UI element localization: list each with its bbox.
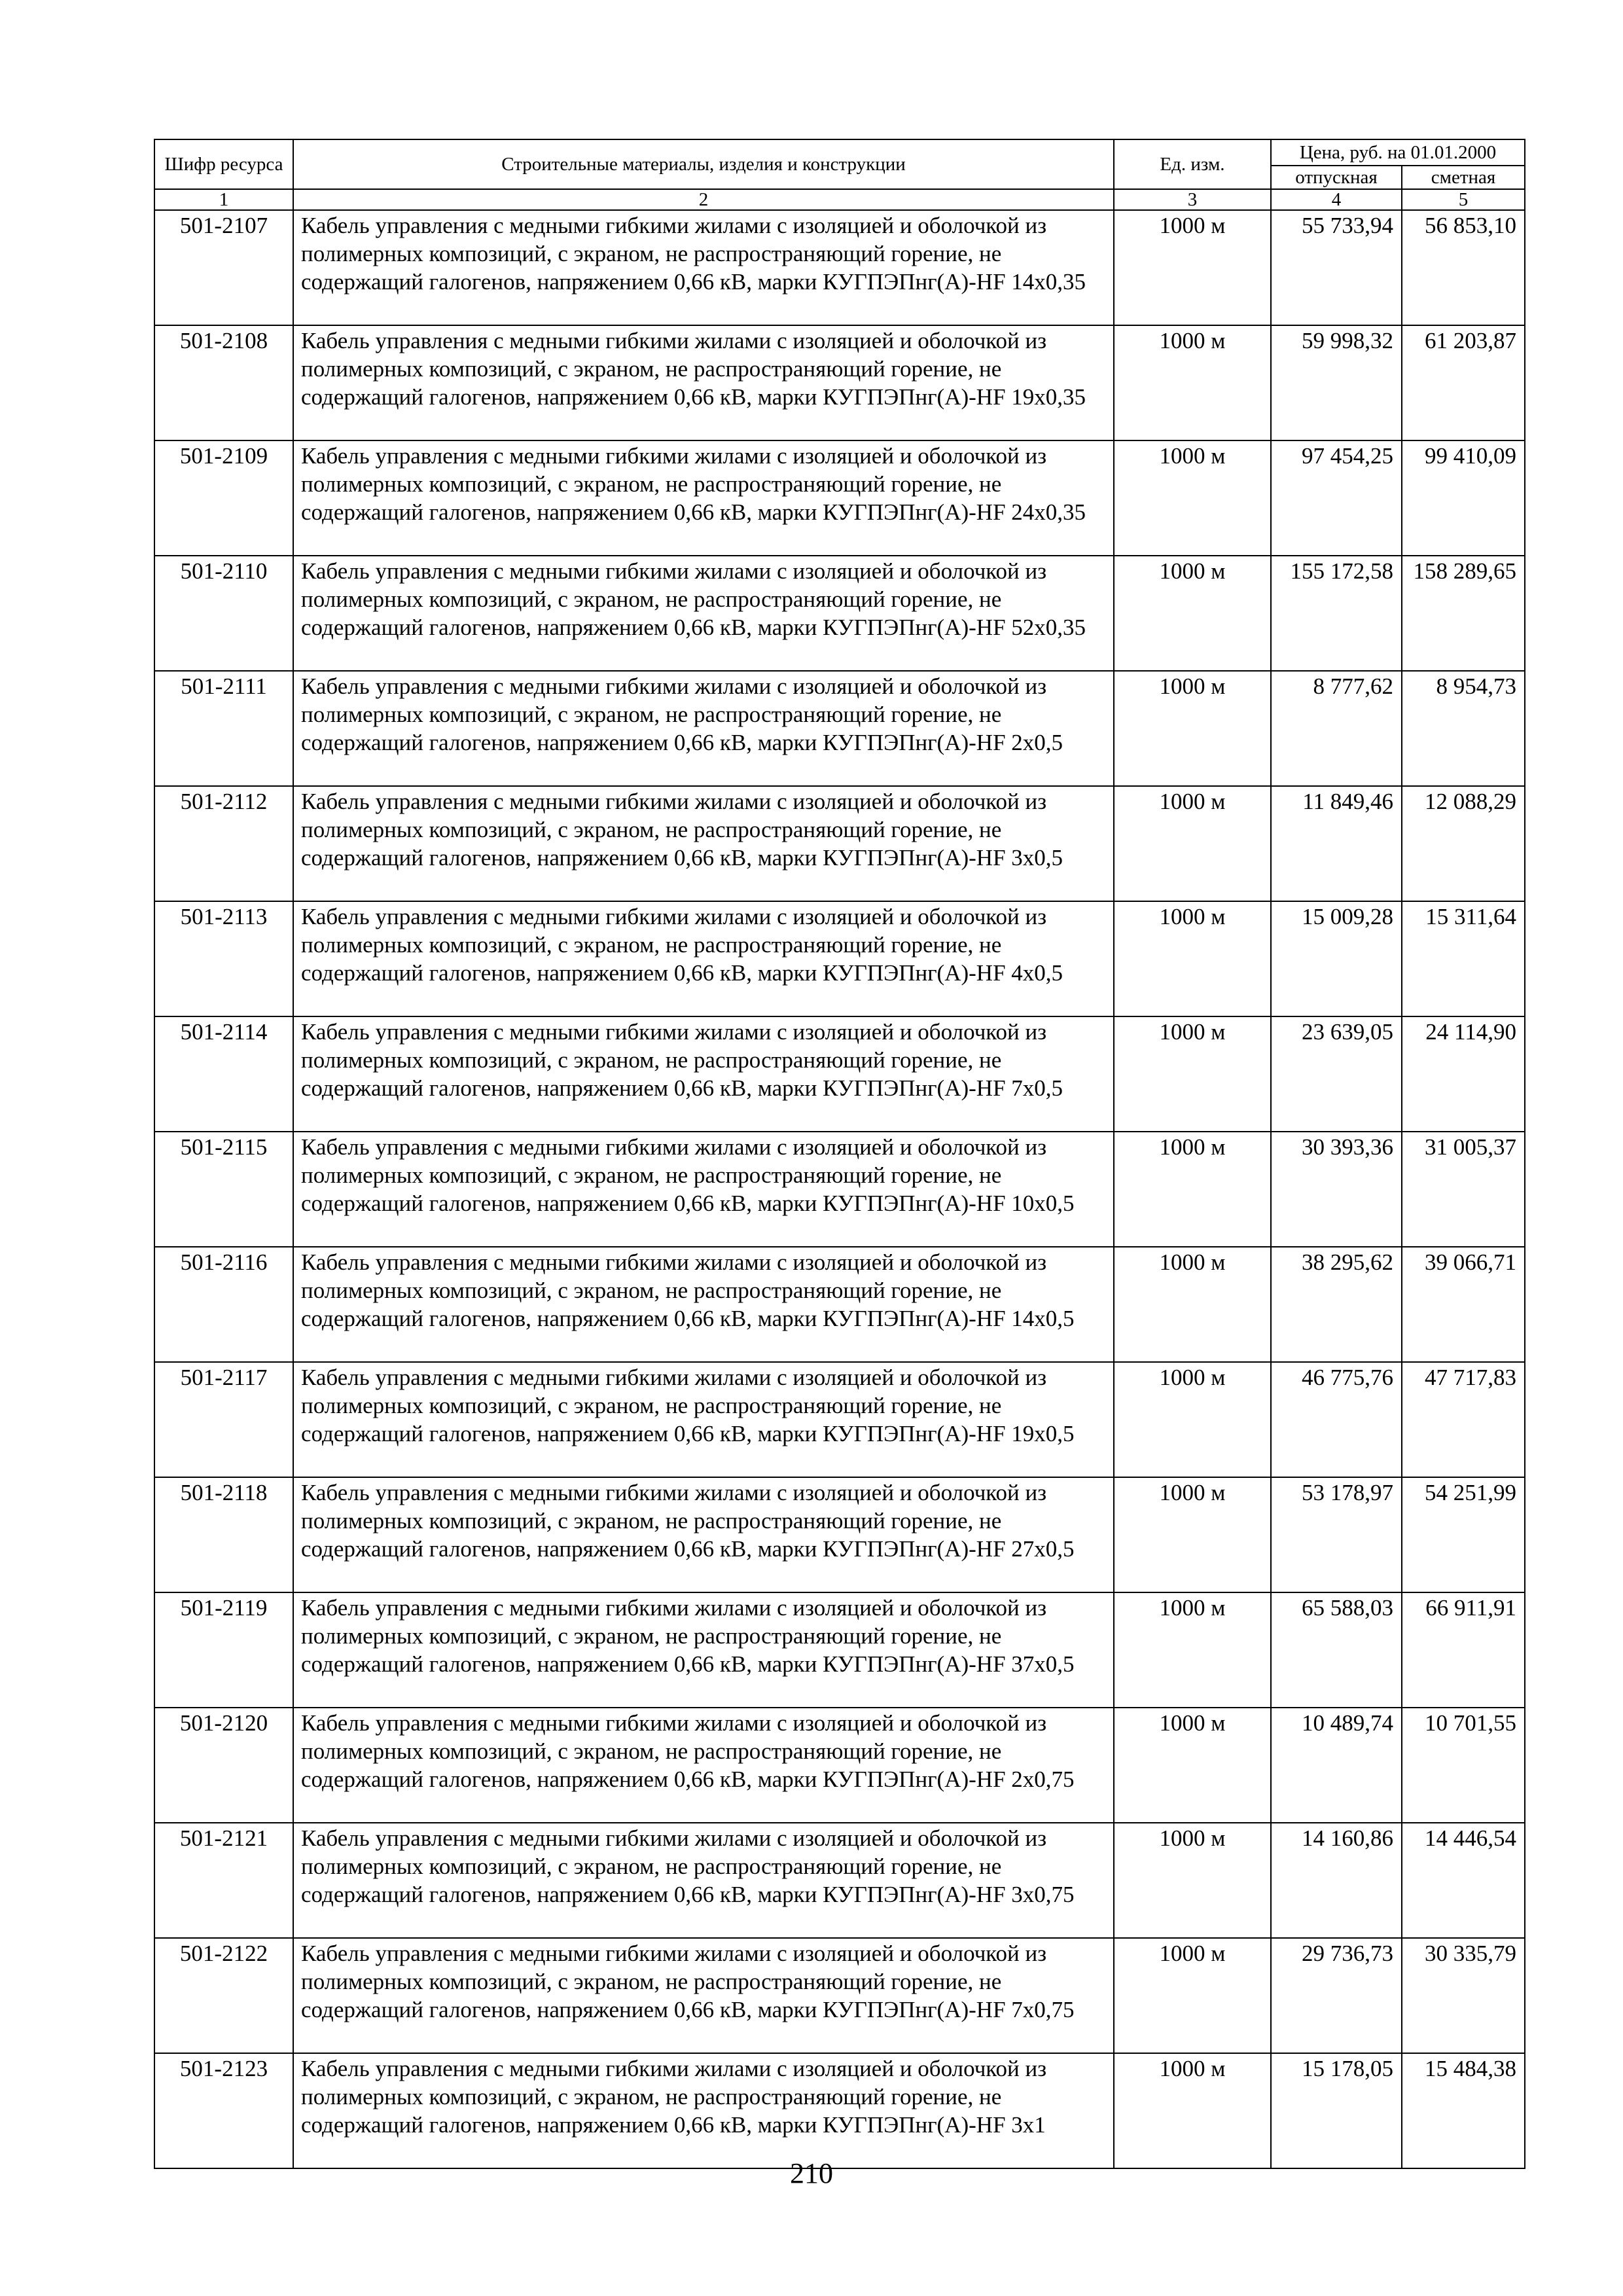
resource-code-cell: 501-2108: [154, 325, 293, 440]
release-price-cell: 8 777,62: [1271, 671, 1402, 786]
resource-code-cell: 501-2115: [154, 1132, 293, 1247]
estimate-price-cell: 14 446,54: [1402, 1823, 1525, 1938]
estimate-price-cell: 47 717,83: [1402, 1362, 1525, 1477]
description-cell: Кабель управления с медными гибкими жилами с изоляцией и оболочкой из полимерных композиций, с экраном, не распространяющий горение, не содержащий галогенов, напряжением 0,66 кВ, марки КУГПЭПнг(А)-HF 27х0,5: [293, 1477, 1114, 1592]
unit-cell: 1000 м: [1114, 1938, 1271, 2053]
table-row: [154, 901, 1525, 1016]
resource-code-cell: 501-2109: [154, 440, 293, 556]
release-price-cell: 29 736,73: [1271, 1938, 1402, 2053]
table-row: [154, 556, 1525, 671]
table-row: [154, 1016, 1525, 1132]
description-cell: Кабель управления с медными гибкими жилами с изоляцией и оболочкой из полимерных композиций, с экраном, не распространяющий горение, не содержащий галогенов, напряжением 0,66 кВ, марки КУГПЭПнг(А)-HF 2х0,75: [293, 1708, 1114, 1823]
estimate-price-cell: 30 335,79: [1402, 1938, 1525, 2053]
estimate-price-cell: 31 005,37: [1402, 1132, 1525, 1247]
description-cell: Кабель управления с медными гибкими жилами с изоляцией и оболочкой из полимерных композиций, с экраном, не распространяющий горение, не содержащий галогенов, напряжением 0,66 кВ, марки КУГПЭПнг(А)-HF 19х0,35: [293, 325, 1114, 440]
release-price-cell: 97 454,25: [1271, 440, 1402, 556]
unit-cell: 1000 м: [1114, 1132, 1271, 1247]
estimate-price-cell: 15 484,38: [1402, 2053, 1525, 2168]
resource-code-cell: 501-2123: [154, 2053, 293, 2168]
release-price-cell: 59 998,32: [1271, 325, 1402, 440]
description-cell: Кабель управления с медными гибкими жилами с изоляцией и оболочкой из полимерных композиций, с экраном, не распространяющий горение, не содержащий галогенов, напряжением 0,66 кВ, марки КУГПЭПнг(А)-HF 37х0,5: [293, 1592, 1114, 1708]
header-name: Строительные материалы, изделия и конструкции: [293, 139, 1114, 189]
unit-cell: 1000 м: [1114, 1477, 1271, 1592]
header-unit: Ед. изм.: [1114, 139, 1271, 189]
release-price-cell: 10 489,74: [1271, 1708, 1402, 1823]
release-price-cell: 11 849,46: [1271, 786, 1402, 901]
resource-code-cell: 501-2107: [154, 210, 293, 325]
unit-cell: 1000 м: [1114, 210, 1271, 325]
unit-cell: 1000 м: [1114, 325, 1271, 440]
estimate-price-cell: 10 701,55: [1402, 1708, 1525, 1823]
release-price-cell: 55 733,94: [1271, 210, 1402, 325]
release-price-cell: 65 588,03: [1271, 1592, 1402, 1708]
description-cell: Кабель управления с медными гибкими жилами с изоляцией и оболочкой из полимерных композиций, с экраном, не распространяющий горение, не содержащий галогенов, напряжением 0,66 кВ, марки КУГПЭПнг(А)-HF 7х0,5: [293, 1016, 1114, 1132]
unit-cell: 1000 м: [1114, 440, 1271, 556]
estimate-price-cell: 24 114,90: [1402, 1016, 1525, 1132]
resource-code-cell: 501-2112: [154, 786, 293, 901]
resource-code-cell: 501-2111: [154, 671, 293, 786]
price-table: [154, 139, 1525, 2169]
unit-cell: 1000 м: [1114, 556, 1271, 671]
resource-code-cell: 501-2116: [154, 1247, 293, 1362]
description-cell: Кабель управления с медными гибкими жилами с изоляцией и оболочкой из полимерных композиций, с экраном, не распространяющий горение, не содержащий галогенов, напряжением 0,66 кВ, марки КУГПЭПнг(А)-HF 14х0,35: [293, 210, 1114, 325]
release-price-cell: 38 295,62: [1271, 1247, 1402, 1362]
description-cell: Кабель управления с медными гибкими жилами с изоляцией и оболочкой из полимерных композиций, с экраном, не распространяющий горение, не содержащий галогенов, напряжением 0,66 кВ, марки КУГПЭПнг(А)-HF 3х1: [293, 2053, 1114, 2168]
description-cell: Кабель управления с медными гибкими жилами с изоляцией и оболочкой из полимерных композиций, с экраном, не распространяющий горение, не содержащий галогенов, напряжением 0,66 кВ, марки КУГПЭПнг(А)-HF 4х0,5: [293, 901, 1114, 1016]
header-price: Цена, руб. на 01.01.2000: [1271, 139, 1525, 166]
header-price-release: отпускная: [1271, 166, 1402, 189]
release-price-cell: 23 639,05: [1271, 1016, 1402, 1132]
description-cell: Кабель управления с медными гибкими жилами с изоляцией и оболочкой из полимерных композиций, с экраном, не распространяющий горение, не содержащий галогенов, напряжением 0,66 кВ, марки КУГПЭПнг(А)-HF 19х0,5: [293, 1362, 1114, 1477]
table-row: [154, 210, 1525, 325]
estimate-price-cell: 61 203,87: [1402, 325, 1525, 440]
description-cell: Кабель управления с медными гибкими жилами с изоляцией и оболочкой из полимерных композиций, с экраном, не распространяющий горение, не содержащий галогенов, напряжением 0,66 кВ, марки КУГПЭПнг(А)-HF 3х0,5: [293, 786, 1114, 901]
description-cell: Кабель управления с медными гибкими жилами с изоляцией и оболочкой из полимерных композиций, с экраном, не распространяющий горение, не содержащий галогенов, напряжением 0,66 кВ, марки КУГПЭПнг(А)-HF 14х0,5: [293, 1247, 1114, 1362]
unit-cell: 1000 м: [1114, 901, 1271, 1016]
page-number: 210: [790, 2157, 833, 2189]
table-row: [154, 1592, 1525, 1708]
estimate-price-cell: 8 954,73: [1402, 671, 1525, 786]
resource-code-cell: 501-2121: [154, 1823, 293, 1938]
table-row: [154, 1938, 1525, 2053]
col-number: 5: [1402, 189, 1525, 210]
resource-code-cell: 501-2122: [154, 1938, 293, 2053]
table-row: [154, 2053, 1525, 2168]
col-number: 3: [1114, 189, 1271, 210]
resource-code-cell: 501-2120: [154, 1708, 293, 1823]
release-price-cell: 155 172,58: [1271, 556, 1402, 671]
estimate-price-cell: 54 251,99: [1402, 1477, 1525, 1592]
estimate-price-cell: 66 911,91: [1402, 1592, 1525, 1708]
header-price-estimate: сметная: [1402, 166, 1525, 189]
table-row: [154, 1708, 1525, 1823]
estimate-price-cell: 15 311,64: [1402, 901, 1525, 1016]
table-row: [154, 1132, 1525, 1247]
release-price-cell: 30 393,36: [1271, 1132, 1402, 1247]
table-row: [154, 1477, 1525, 1592]
unit-cell: 1000 м: [1114, 1823, 1271, 1938]
unit-cell: 1000 м: [1114, 1016, 1271, 1132]
table-body: [154, 210, 1525, 2168]
resource-code-cell: 501-2119: [154, 1592, 293, 1708]
release-price-cell: 14 160,86: [1271, 1823, 1402, 1938]
description-cell: Кабель управления с медными гибкими жилами с изоляцией и оболочкой из полимерных композиций, с экраном, не распространяющий горение, не содержащий галогенов, напряжением 0,66 кВ, марки КУГПЭПнг(А)-HF 52х0,35: [293, 556, 1114, 671]
description-cell: Кабель управления с медными гибкими жилами с изоляцией и оболочкой из полимерных композиций, с экраном, не распространяющий горение, не содержащий галогенов, напряжением 0,66 кВ, марки КУГПЭПнг(А)-HF 2х0,5: [293, 671, 1114, 786]
release-price-cell: 46 775,76: [1271, 1362, 1402, 1477]
release-price-cell: 15 178,05: [1271, 2053, 1402, 2168]
unit-cell: 1000 м: [1114, 786, 1271, 901]
resource-code-cell: 501-2113: [154, 901, 293, 1016]
header-code: Шифр ресурса: [154, 139, 293, 189]
unit-cell: 1000 м: [1114, 671, 1271, 786]
estimate-price-cell: 56 853,10: [1402, 210, 1525, 325]
table-row: [154, 1362, 1525, 1477]
release-price-cell: 15 009,28: [1271, 901, 1402, 1016]
estimate-price-cell: 39 066,71: [1402, 1247, 1525, 1362]
unit-cell: 1000 м: [1114, 2053, 1271, 2168]
col-number: 1: [154, 189, 293, 210]
description-cell: Кабель управления с медными гибкими жилами с изоляцией и оболочкой из полимерных композиций, с экраном, не распространяющий горение, не содержащий галогенов, напряжением 0,66 кВ, марки КУГПЭПнг(А)-HF 24х0,35: [293, 440, 1114, 556]
estimate-price-cell: 12 088,29: [1402, 786, 1525, 901]
unit-cell: 1000 м: [1114, 1362, 1271, 1477]
unit-cell: 1000 м: [1114, 1708, 1271, 1823]
description-cell: Кабель управления с медными гибкими жилами с изоляцией и оболочкой из полимерных композиций, с экраном, не распространяющий горение, не содержащий галогенов, напряжением 0,66 кВ, марки КУГПЭПнг(А)-HF 10х0,5: [293, 1132, 1114, 1247]
resource-code-cell: 501-2117: [154, 1362, 293, 1477]
unit-cell: 1000 м: [1114, 1592, 1271, 1708]
estimate-price-cell: 99 410,09: [1402, 440, 1525, 556]
resource-code-cell: 501-2118: [154, 1477, 293, 1592]
table-row: [154, 1247, 1525, 1362]
description-cell: Кабель управления с медными гибкими жилами с изоляцией и оболочкой из полимерных композиций, с экраном, не распространяющий горение, не содержащий галогенов, напряжением 0,66 кВ, марки КУГПЭПнг(А)-HF 7х0,75: [293, 1938, 1114, 2053]
price-table-container: [154, 139, 1524, 2169]
estimate-price-cell: 158 289,65: [1402, 556, 1525, 671]
table-row: [154, 440, 1525, 556]
resource-code-cell: 501-2114: [154, 1016, 293, 1132]
table-row: [154, 325, 1525, 440]
table-row: [154, 671, 1525, 786]
table-row: [154, 1823, 1525, 1938]
release-price-cell: 53 178,97: [1271, 1477, 1402, 1592]
description-cell: Кабель управления с медными гибкими жилами с изоляцией и оболочкой из полимерных композиций, с экраном, не распространяющий горение, не содержащий галогенов, напряжением 0,66 кВ, марки КУГПЭПнг(А)-HF 3х0,75: [293, 1823, 1114, 1938]
table-row: [154, 786, 1525, 901]
resource-code-cell: 501-2110: [154, 556, 293, 671]
table-header: [154, 139, 1525, 210]
unit-cell: 1000 м: [1114, 1247, 1271, 1362]
col-number: 2: [293, 189, 1114, 210]
col-number: 4: [1271, 189, 1402, 210]
